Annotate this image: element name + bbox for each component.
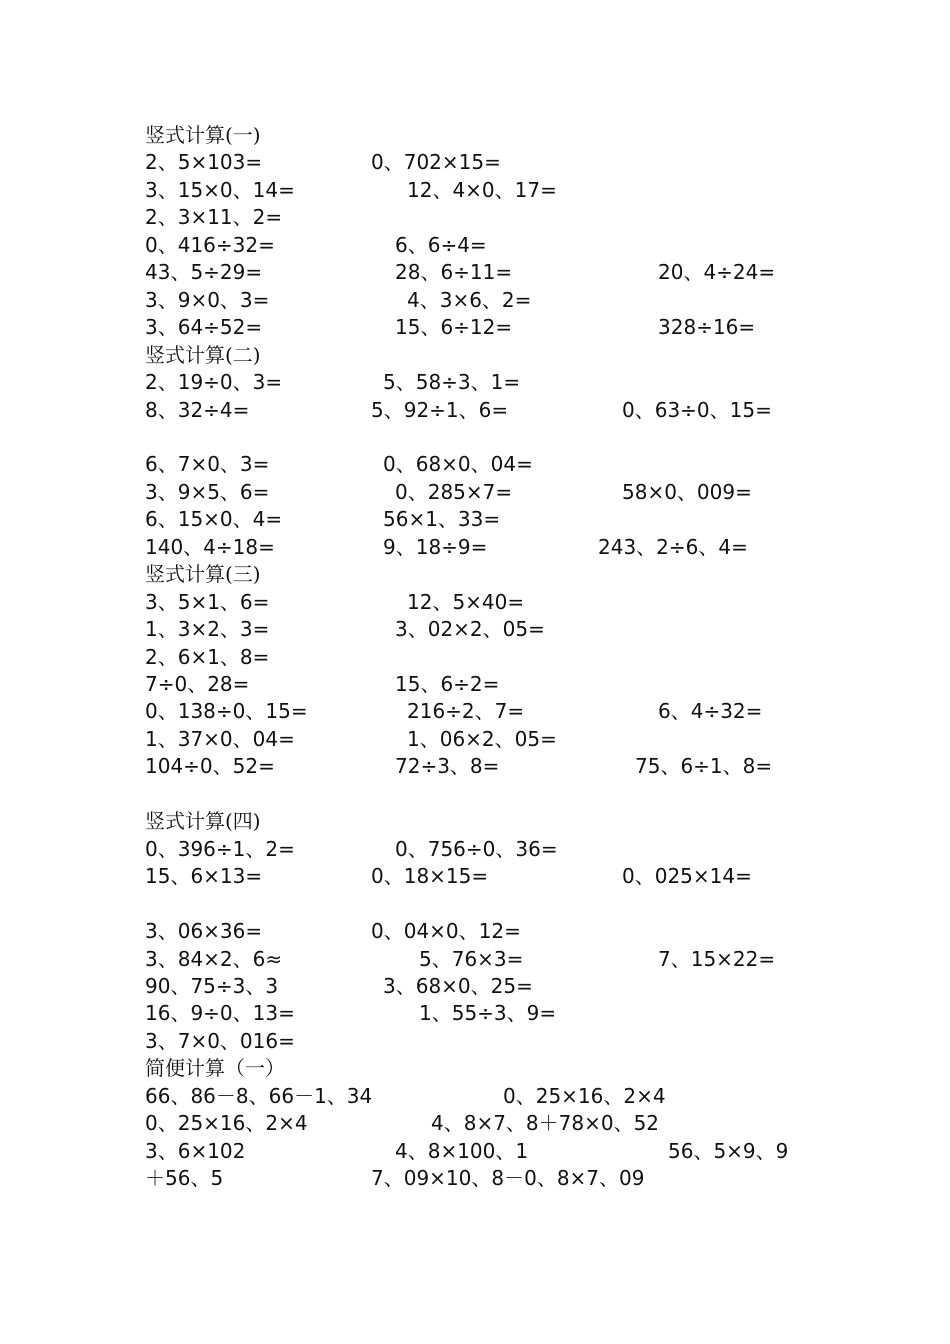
problem-item: 4、8×7、8＋78×0、52 — [431, 1111, 660, 1136]
problem-item: 2、6×1、8= — [145, 644, 270, 669]
problem-item: 7、09×10、8－0、8×7、09 — [371, 1166, 645, 1191]
problem-item: 56×1、33= — [383, 507, 501, 532]
problem-item: 0、702×15= — [371, 150, 501, 175]
problem-item: 12、5×40= — [407, 589, 525, 614]
problem-item: 8、32÷4= — [145, 397, 250, 422]
problem-item: 0、396÷1、2= — [145, 836, 295, 861]
problem-item: 6、6÷4= — [395, 232, 487, 257]
problem-item: 0、68×0、04= — [383, 452, 533, 477]
problem-item: 0、285×7= — [395, 479, 513, 504]
problem-item: 66、86－8、66－1、34 — [145, 1083, 373, 1108]
problem-item: 2、5×103= — [145, 150, 263, 175]
problem-item: 90、75÷3、3 — [145, 973, 279, 998]
problem-item: 3、5×1、6= — [145, 589, 270, 614]
problem-item: 43、5÷29= — [145, 260, 263, 285]
problem-item: 1、37×0、04= — [145, 726, 295, 751]
problem-item: 1、55÷3、9= — [419, 1001, 557, 1026]
problem-item: 5、76×3= — [419, 946, 524, 971]
problem-item: 75、6÷1、8= — [635, 754, 773, 779]
problem-item: 5、92÷1、6= — [371, 397, 509, 422]
problem-item: 1、06×2、05= — [407, 726, 557, 751]
problem-item: 5、58÷3、1= — [383, 370, 521, 395]
problem-item: 7÷0、28= — [145, 672, 250, 696]
problem-item: 3、6×102 — [145, 1138, 246, 1163]
problem-item: 243、2÷6、4= — [598, 534, 748, 559]
problem-item: 3、06×36= — [145, 919, 263, 944]
problem-item: 56、5×9、9 — [668, 1138, 789, 1163]
problem-item: 3、64÷52= — [145, 315, 263, 340]
problem-item: 3、7×0、016= — [145, 1028, 295, 1053]
problem-item: 20、4÷24= — [658, 260, 776, 285]
problem-item: 16、9÷0、13= — [145, 1001, 295, 1026]
problem-item: 0、63÷0、15= — [622, 397, 772, 422]
problem-item: 328÷16= — [658, 315, 756, 340]
problem-item: 7、15×22= — [658, 946, 776, 971]
problem-item: 6、7×0、3= — [145, 452, 270, 477]
problem-item: 9、18÷9= — [383, 534, 488, 559]
problem-item: 72÷3、8= — [395, 754, 500, 779]
problem-item: 0、25×16、2×4 — [145, 1111, 308, 1136]
problem-item: 0、025×14= — [622, 864, 752, 889]
problem-item: 15、6÷2= — [395, 672, 500, 696]
problem-item: 12、4×0、17= — [407, 177, 557, 202]
problem-item: 0、416÷32= — [145, 232, 275, 257]
problem-item: 28、6÷11= — [395, 260, 513, 285]
problem-item: 4、8×100、1 — [395, 1138, 529, 1163]
problem-item: 3、15×0、14= — [145, 177, 295, 202]
section-title: 竖式计算(一) — [145, 123, 261, 147]
problem-item: 104÷0、52= — [145, 754, 275, 779]
problem-item: 3、84×2、6≈ — [145, 946, 283, 971]
problem-item: 0、25×16、2×4 — [503, 1083, 666, 1108]
problem-item: 1、3×2、3= — [145, 617, 270, 642]
problem-item: 15、6÷12= — [395, 315, 513, 340]
section-title: 简便计算（一） — [145, 1056, 285, 1081]
problem-item: 0、04×0、12= — [371, 919, 521, 944]
problem-item: 0、18×15= — [371, 864, 489, 889]
problem-item: ＋56、5 — [145, 1166, 224, 1191]
problem-item: 4、3×6、2= — [407, 287, 532, 312]
problem-item: 0、756÷0、36= — [395, 836, 558, 861]
problem-item: 3、9×5、6= — [145, 479, 270, 504]
problem-item: 3、9×0、3= — [145, 287, 270, 312]
problem-item: 3、68×0、25= — [383, 973, 533, 998]
problem-item: 0、138÷0、15= — [145, 699, 308, 724]
problem-item: 6、15×0、4= — [145, 507, 283, 532]
section-title: 竖式计算(三) — [145, 562, 261, 587]
problem-item: 140、4÷18= — [145, 534, 275, 559]
problem-item: 216÷2、7= — [407, 699, 525, 724]
problem-item: 58×0、009= — [622, 479, 752, 504]
problem-item: 2、3×11、2= — [145, 205, 283, 230]
problem-item: 15、6×13= — [145, 864, 263, 889]
problem-item: 6、4÷32= — [658, 699, 763, 724]
section-title: 竖式计算(四) — [145, 809, 261, 834]
problem-item: 2、19÷0、3= — [145, 370, 283, 395]
section-title: 竖式计算(二) — [145, 342, 261, 367]
problem-item: 3、02×2、05= — [395, 617, 545, 642]
